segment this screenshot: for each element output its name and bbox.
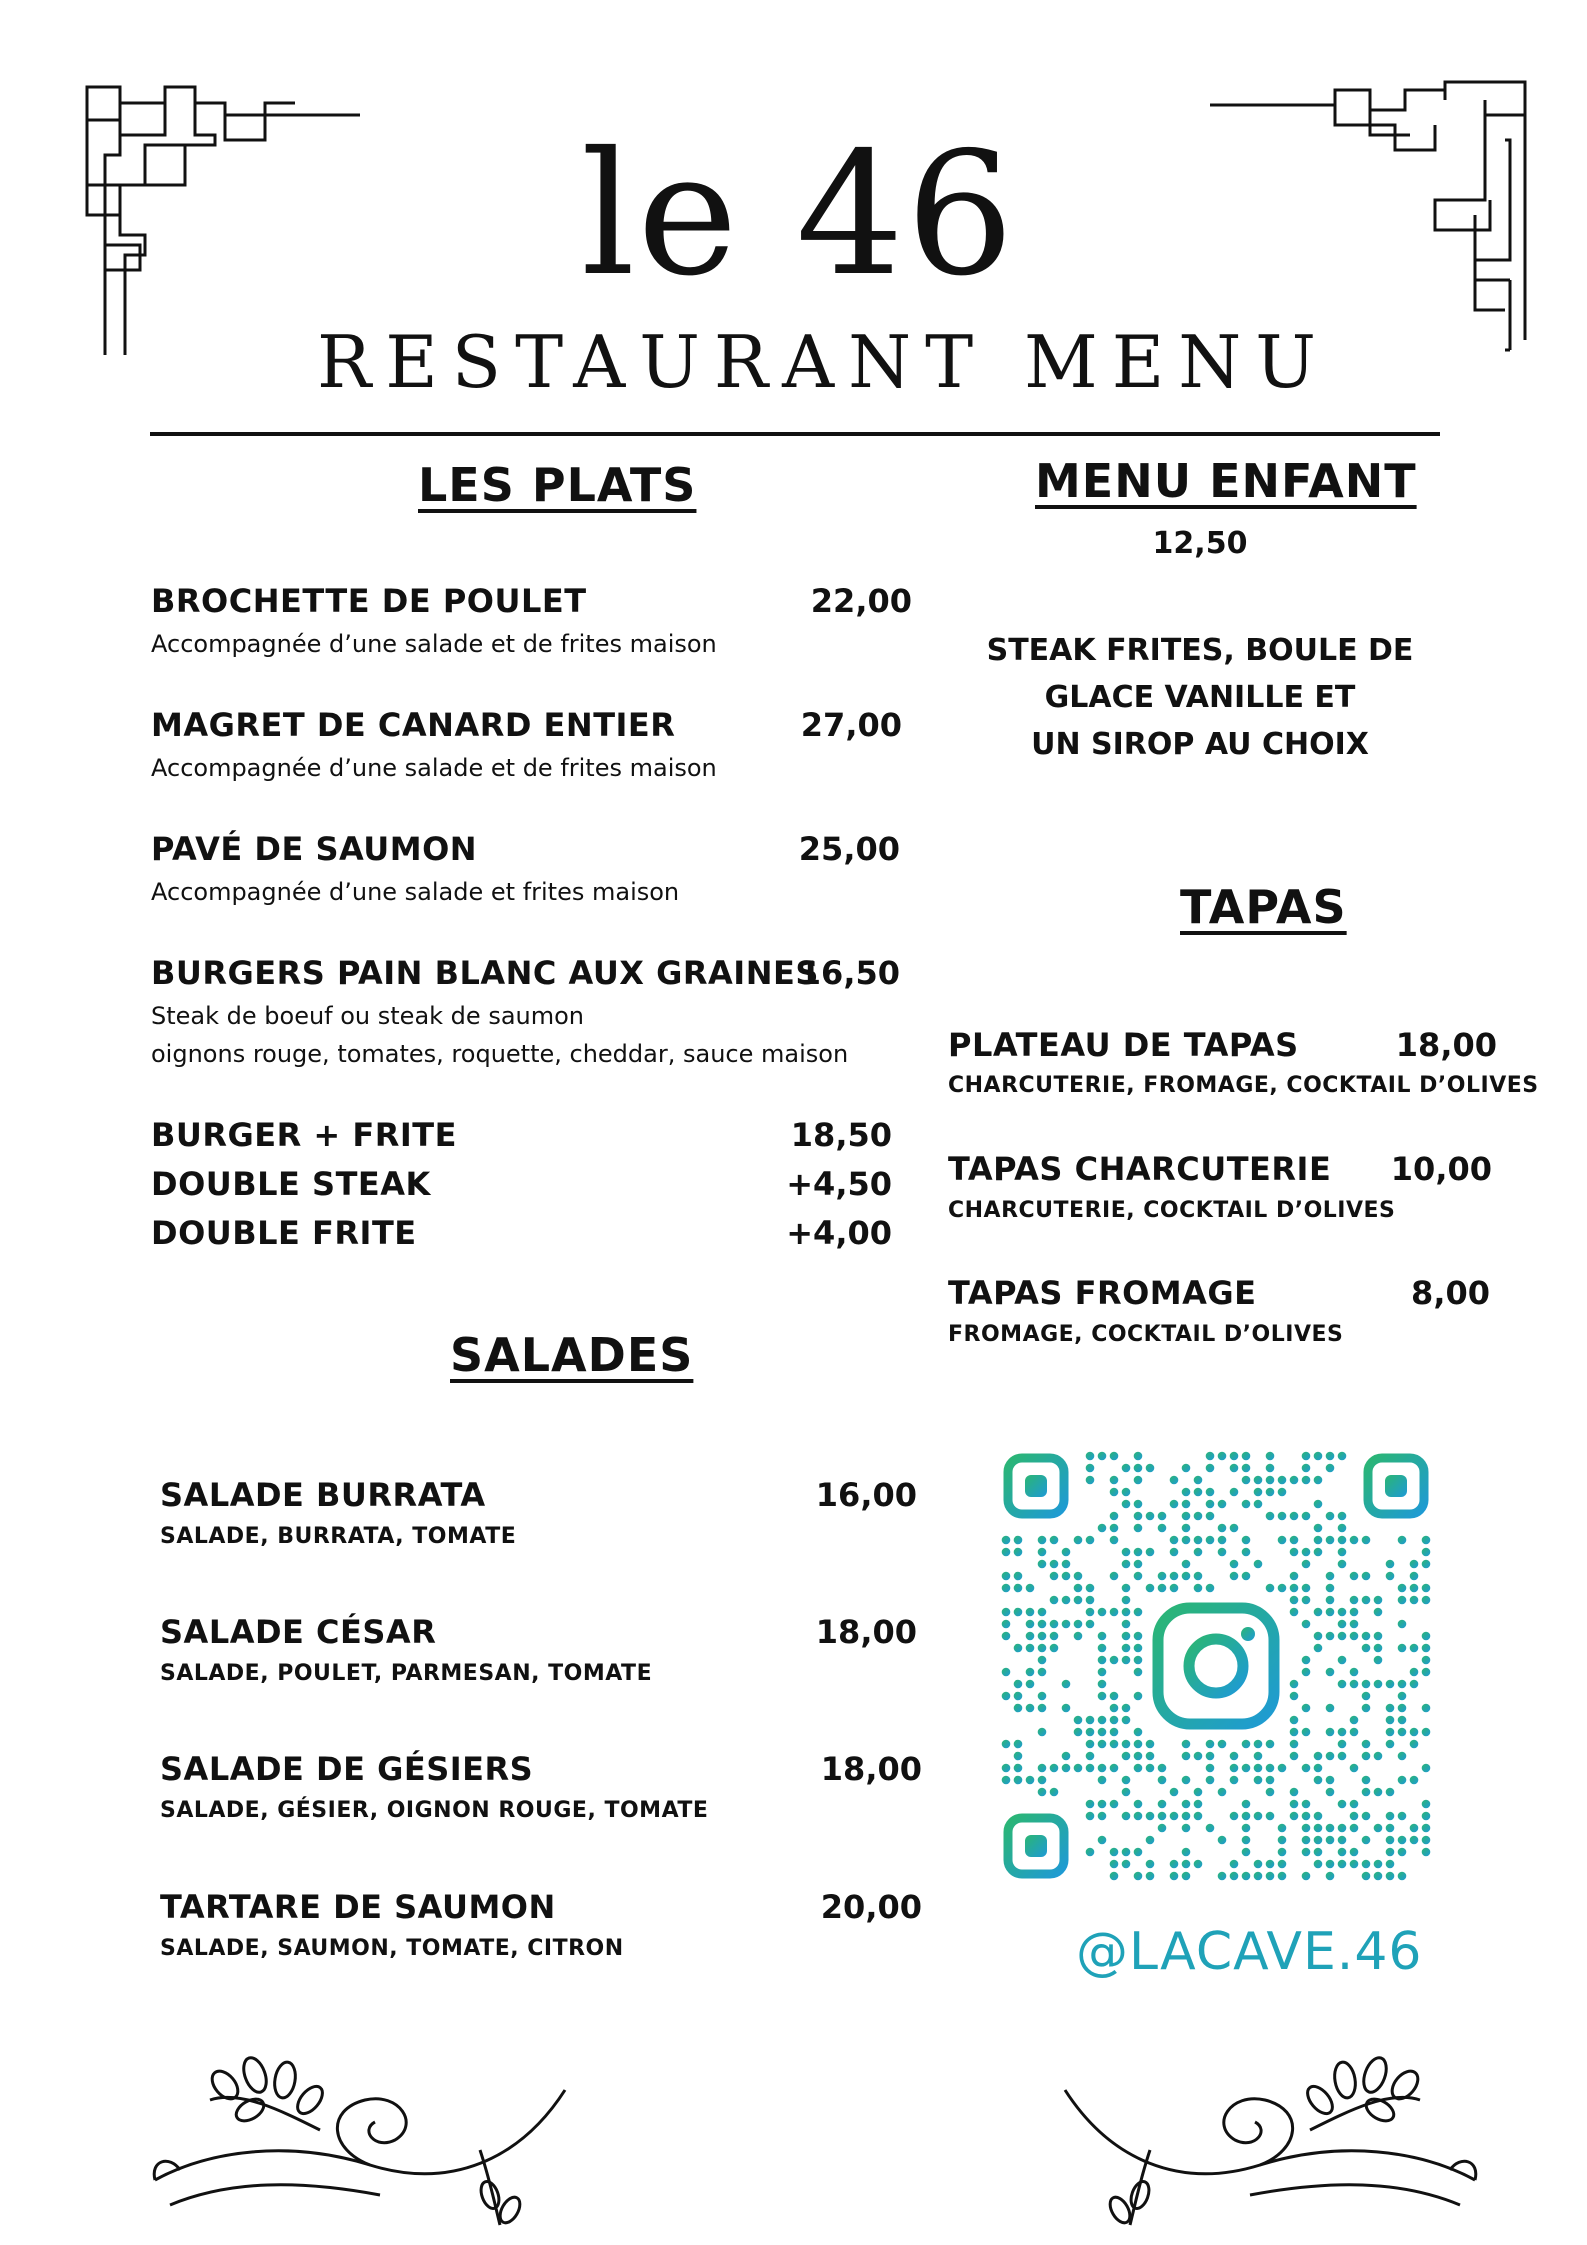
tapas-price: 8,00	[1411, 1274, 1490, 1312]
qr-finder-top-left	[1008, 1458, 1064, 1514]
salade-price: 16,00	[815, 1476, 917, 1514]
tapas-price: 18,00	[1395, 1026, 1497, 1064]
tapas-name: TAPAS FROMAGE	[948, 1274, 1257, 1312]
section-title-plats: LES PLATS	[418, 458, 697, 512]
qr-finder-top-right	[1368, 1458, 1424, 1514]
tapas-description: FROMAGE, COCKTAIL D’OLIVES	[948, 1322, 1344, 1347]
salade-price: 18,00	[820, 1750, 922, 1788]
enfant-line: UN SIROP AU CHOIX	[1031, 727, 1369, 762]
plat-description: Accompagnée d’une salade et frites maison	[151, 878, 680, 906]
salade-description: SALADE, GÉSIER, OIGNON ROUGE, TOMATE	[160, 1798, 709, 1823]
enfant-line: GLACE VANILLE ET	[1044, 680, 1356, 715]
tapas-description: CHARCUTERIE, COCKTAIL D’OLIVES	[948, 1198, 1396, 1223]
extra-name: DOUBLE STEAK	[151, 1165, 431, 1203]
flourish-bottom-right	[1060, 2030, 1480, 2230]
salade-description: SALADE, POULET, PARMESAN, TOMATE	[160, 1661, 653, 1686]
restaurant-name: le 46	[580, 116, 1017, 314]
section-title-salades: SALADES	[450, 1328, 694, 1382]
plat-name: BROCHETTE DE POULET	[151, 582, 587, 620]
salade-name: SALADE BURRATA	[160, 1476, 486, 1514]
plat-name: BURGERS PAIN BLANC AUX GRAINES	[151, 954, 819, 992]
salade-name: SALADE DE GÉSIERS	[160, 1750, 534, 1788]
flourish-bottom-left	[150, 2030, 570, 2230]
salade-name: TARTARE DE SAUMON	[160, 1888, 556, 1926]
plat-description-line2: oignons rouge, tomates, roquette, cheddar, sauce maison	[151, 1040, 849, 1068]
tapas-price: 10,00	[1390, 1150, 1492, 1188]
extra-price: 18,50	[790, 1116, 892, 1154]
tapas-description: CHARCUTERIE, FROMAGE, COCKTAIL D’OLIVES	[948, 1073, 1539, 1098]
qr-finder-bottom-left	[1008, 1818, 1064, 1874]
extra-name: DOUBLE FRITE	[151, 1214, 417, 1252]
salade-description: SALADE, SAUMON, TOMATE, CITRON	[160, 1936, 624, 1961]
enfant-line: STEAK FRITES, BOULE DE	[986, 633, 1414, 668]
menu-subtitle: RESTAURANT MENU	[317, 320, 1330, 404]
plat-description: Accompagnée d’une salade et de frites maison	[151, 754, 717, 782]
enfant-description	[960, 627, 1440, 768]
tapas-name: TAPAS CHARCUTERIE	[948, 1150, 1332, 1188]
plat-description: Accompagnée d’une salade et de frites maison	[151, 630, 717, 658]
plat-name: PAVÉ DE SAUMON	[151, 830, 478, 868]
salade-price: 18,00	[815, 1613, 917, 1651]
plat-price: 25,00	[798, 830, 900, 868]
section-title-tapas: TAPAS	[1180, 880, 1347, 934]
header-divider	[150, 432, 1440, 436]
salade-price: 20,00	[820, 1888, 922, 1926]
instagram-icon	[1150, 1600, 1282, 1732]
plat-name: MAGRET DE CANARD ENTIER	[151, 706, 676, 744]
plat-price: 16,50	[798, 954, 900, 992]
plat-description: Steak de boeuf ou steak de saumon	[151, 1002, 585, 1030]
plat-price: 27,00	[800, 706, 902, 744]
qr-code[interactable]	[1000, 1450, 1432, 1882]
instagram-handle[interactable]: @LACAVE.46	[1076, 1922, 1423, 1982]
tapas-name: PLATEAU DE TAPAS	[948, 1026, 1299, 1064]
section-title-enfant: MENU ENFANT	[1035, 454, 1417, 508]
enfant-price: 12,50	[1152, 526, 1248, 561]
extra-name: BURGER + FRITE	[151, 1116, 457, 1154]
plat-price: 22,00	[810, 582, 912, 620]
extra-price: +4,00	[786, 1214, 892, 1252]
extra-price: +4,50	[786, 1165, 892, 1203]
salade-description: SALADE, BURRATA, TOMATE	[160, 1524, 517, 1549]
salade-name: SALADE CÉSAR	[160, 1613, 437, 1651]
